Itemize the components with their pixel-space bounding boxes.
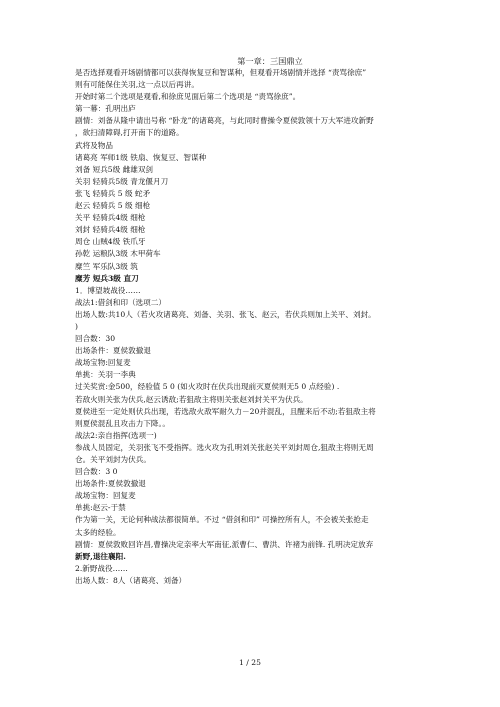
text-line: 刘封 轻骑兵4级 细枪 — [75, 225, 146, 235]
text-line: 过关奖赏:金500，经验值 5 0 (如火攻时在伏兵出现前灭夏侯则无5 0 点经验) . — [75, 382, 340, 392]
text-line: 太多的经验。 — [75, 527, 121, 537]
text-line: 出场条件:夏侯敦撤退 — [75, 479, 146, 489]
text-line: 作为第一关，无论何种战法都很简单。不过 “借剑和印” 可操控所有人，不会被关张抢走 — [75, 515, 369, 525]
text-line: 则夏侯混乱且攻击力下降。。 — [75, 418, 170, 428]
page-number: 1 / 25 — [239, 658, 261, 667]
text-line: 赵云 轻骑兵 5 级 细枪 — [75, 201, 151, 211]
text-line: 孙乾 运粮队3级 木甲荷车 — [75, 249, 161, 259]
chapter-title: 第一章：三国鼎立 — [237, 56, 303, 66]
text-line: 1．博望坡战役…… — [75, 285, 141, 295]
document-body — [75, 55, 445, 587]
text-line: 单挑:赵云-于禁 — [75, 503, 126, 513]
text-line: 武将及物品 — [75, 140, 113, 150]
text-lines — [75, 67, 445, 587]
text-line: 诸葛亮 军师1级 铁扇、恢复豆、智谋种 — [75, 152, 207, 162]
text-line: 关羽 轻骑兵5级 青龙偃月刀 — [75, 176, 169, 186]
text-line: 夏侯进至一定处则伏兵出现，若选敌火敌军耐久力－20并混乱，且醒来后不动;若狙敌主将 — [75, 406, 376, 416]
text-line: 战场宝物：回复麦 — [75, 491, 136, 501]
text-line: 关平 轻骑兵4级 细枪 — [75, 213, 146, 223]
text-line: 出场人数：8人（诸葛亮、刘备） — [75, 575, 187, 585]
text-line: 刘备 短兵5级 雌雄双剑 — [75, 164, 154, 174]
text-line: 战法2:亲自指挥(选项一) — [75, 430, 157, 440]
text-line: 战法1:借剑和印（选项二） — [75, 297, 166, 307]
text-line: 出场人数:共10人（若火攻诸葛亮、刘备、关羽、张飞、赵云，若伏兵则加上关平、刘封。 — [75, 309, 376, 319]
text-line: ) — [75, 321, 78, 331]
text-line: ，欲扫清障碍,打开南下的道路。 — [75, 128, 184, 138]
text-line: 糜芳 短兵3级 直刀 — [75, 273, 139, 283]
text-line: 战场宝物:回复麦 — [75, 358, 131, 368]
text-line: 第一幕：孔明出庐 — [75, 104, 136, 114]
text-line: 若敌火则关张为伏兵,赵云诱敌;若狙敌主将则关张赵刘封关平为伏兵。 — [75, 394, 308, 404]
text-line: 单挑：关羽一李典 — [75, 370, 136, 380]
text-line: 张飞 轻骑兵 5 级 蛇矛 — [75, 188, 151, 198]
text-line: 是否选择观看开场剧情都可以获得恢复豆和智谋种，但观看开场剧情并选择 “责骂徐庶” — [75, 68, 367, 77]
text-line: 剧情：刘备从隆中请出号称 “卧龙”的诸葛亮，与此同时曹操令夏侯敦领十万大军进攻新野 — [75, 116, 374, 126]
text-line: 则有可能保住关羽,这一点以后再讲。 — [75, 80, 199, 90]
text-line: 仓。关平刘封为伏兵。 — [75, 455, 151, 464]
text-line: 糜竺 军乐队3级 筑 — [75, 261, 138, 271]
text-line: 新野,退往襄阳. — [75, 551, 126, 561]
text-line: 回合数：30 — [75, 334, 116, 344]
text-line: 出场条件：夏侯敦撤退 — [75, 346, 151, 356]
text-line: 回合数：3 0 — [75, 467, 118, 477]
text-line: 2.新野战役…… — [75, 563, 128, 573]
text-line: 剧情：夏侯敦败回许昌,曹操决定亲率大军南征,派曹仁、曹洪、许褚为前锋. 孔明决定放弃 — [75, 539, 374, 549]
text-line: 参战人员固定，关羽张飞不受指挥。选火攻为孔明刘关张赵关平刘封周仓,狙敌主将则无周 — [75, 442, 374, 452]
text-line: 周仓 山贼4级 铁爪牙 — [75, 237, 146, 247]
text-line: 开始时第二个选项是观看,和徐庶见面后第二个选项是 “责骂徐庶”。 — [75, 92, 301, 102]
